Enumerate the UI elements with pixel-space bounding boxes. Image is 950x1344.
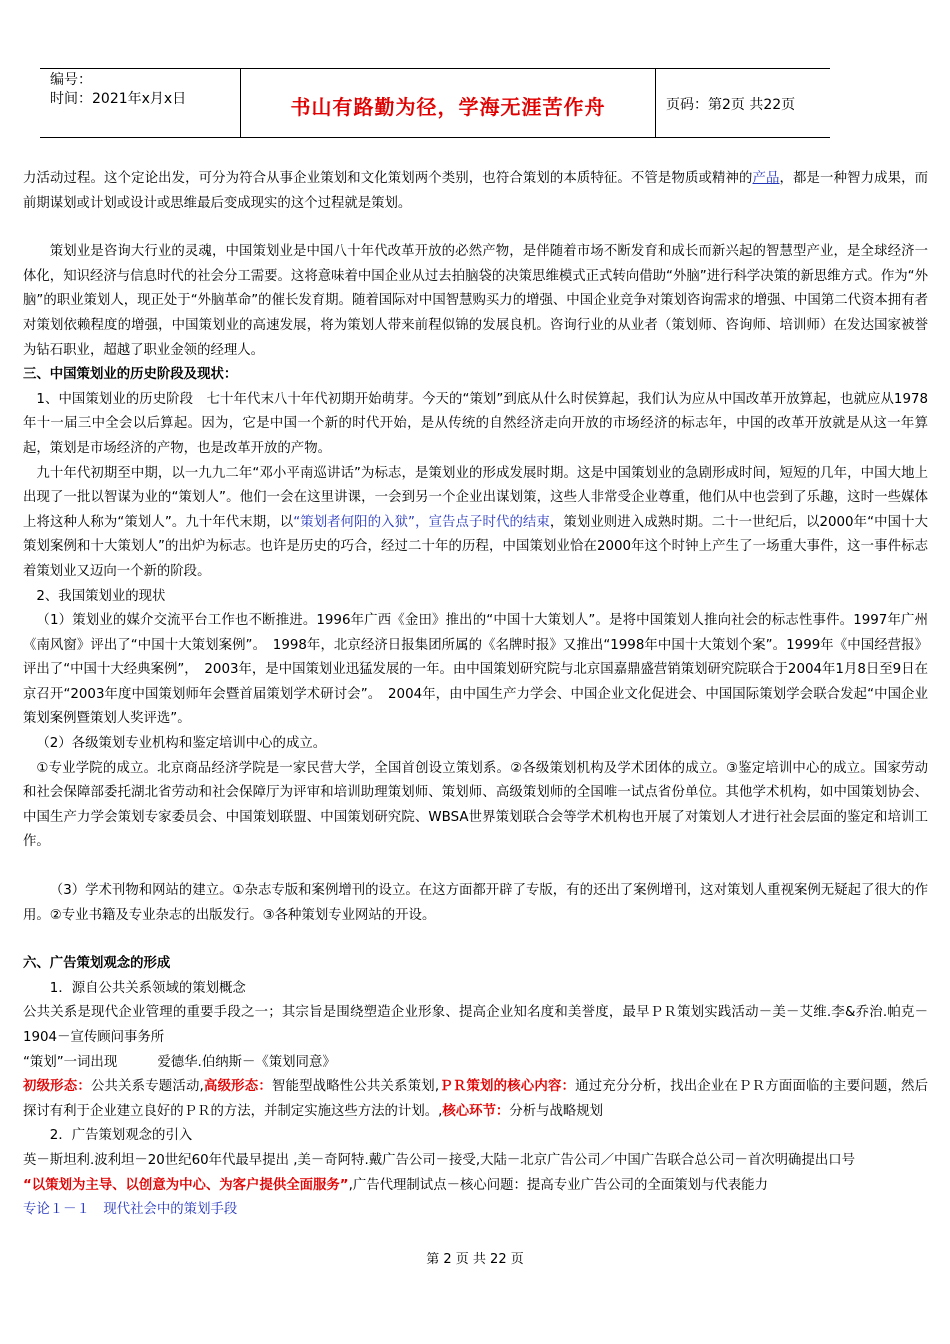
page-footer: 第 2 页 共 22 页 xyxy=(426,1252,524,1267)
section-heading-3: 三、中国策划业的历史阶段及现状： xyxy=(23,367,238,383)
section-heading-6: 六、广告策划观念的形成 xyxy=(23,956,171,972)
paragraph-term-origin: “策划”一词出现 爱德华.伯纳斯－《策划同意》 xyxy=(23,1054,336,1070)
paragraph-media: （1）策划业的媒介交流平台工作也不断推进。1996年广西《金田》推出的“中国十大策划人”。是将中国策划人推向社会的标志性事件。1997年广州《南风窗》评出了“中国十大策划案例”。 1998年，北京经济日报集团所属的《名牌时报》又推出“1998年中国十大策划个案”。1999年《中国经营报》评出了“中国十大经典案例”， 2003年，是中国策划业迅猛发展的一年。由中国策划研究院与北京国嘉鼎盛营销策划研究院联合于2004年1月8日至9日在京召开“2003年度中国策划师年会暨首届策划学术研讨会”。 2004年，由中国生产力学会、中国企业文化促进会、中国国际策划学会联合发起“中国企业策划案例暨策划人奖评选”。 xyxy=(23,613,928,727)
paragraph-institutions-title: （2）各级策划专业机构和鉴定培训中心的成立。 xyxy=(36,736,327,752)
header-page-cell xyxy=(656,69,830,137)
motto-text: 书山有路勤为径，学海无涯苦作舟 xyxy=(290,95,606,119)
subheading-pr-origin: 1．源自公共关系领域的策划概念 xyxy=(49,980,246,996)
paragraph-ad-history: 英－斯坦利.波利坦－20世纪60年代最早提出 ,美－奇阿特.戴广告公司－接受,大陆－北京广告公司／中国广告联合总公司－首次明确提出口号 xyxy=(23,1152,856,1168)
time-label: 时间：2021年x月x日 xyxy=(50,91,187,107)
paragraph-journals: （3）学术刊物和网站的建立。①杂志专版和案例增刊的设立。在这方面都开辟了专版，有的还出了案例增刊，这对策划人重视案例无疑起了很大的作用。②专业书籍及专业杂志的出版发行。③各种策划专业网站的开设。 xyxy=(23,883,928,923)
paragraph-pr-forms: 初级形态：公共关系专题活动,高级形态：智能型战略性公共关系策划,ＰＲ策划的核心内容：通过充分分析，找出企业在ＰＲ方面面临的主要问题，然后探讨有利于企业建立良好的ＰＲ的方法，并制定实施这些方法的计划。,核心环节：分析与战略规划 xyxy=(23,1079,929,1119)
document-body xyxy=(23,167,928,1223)
header-motto-cell xyxy=(240,69,656,137)
paragraph-slogan: “以策划为主导、以创意为中心、为客户提供全面服务”,广告代理制试点－核心问题：提高专业广告公司的全面策划与代表能力 xyxy=(23,1177,768,1193)
paragraph-pr: 公共关系是现代企业管理的重要手段之一；其宗旨是围绕塑造企业形象、提高企业知名度和美誉度，最早ＰＲ策划实践活动－美－艾维.李&乔治.帕克－1904－宣传顾问事务所 xyxy=(23,1005,928,1045)
paragraph-intro: 力活动过程。这个定论出发，可分为符合从事企业策划和文化策划两个类别，也符合策划的本质特征。不管是物质或精神的产品，都是一种智力成果，而前期谋划或计划或设计或思维最后变成现实的这个过程就是策划。 xyxy=(23,171,929,211)
page-header xyxy=(40,68,830,138)
header-meta-cell xyxy=(40,69,240,137)
paragraph-industry: 策划业是咨询大行业的灵魂，中国策划业是中国八十年代改革开放的必然产物，是伴随着市场不断发育和成长而新兴起的智慧型产业，是全球经济一体化，知识经济与信息时代的社会分工需要。这将意味着中国企业从过去拍脑袋的决策思维模式正式转向借助“外脑”进行科学决策的新思维方式。作为“外脑”的职业策划人，现正处于“外脑革命”的催长发育期。随着国际对中国智慧购买力的增强、中国企业竞争对策划咨询需求的增强、中国第二代资本拥有者对策划依赖程度的增强，中国策划业的高速发展，将为策划人带来前程似锦的发展良机。咨询行业的从业者（策划师、咨询师、培训师）在发达国家被誉为钻石职业，超越了职业金领的经理人。 xyxy=(23,244,928,358)
paragraph-history-1: 1、中国策划业的历史阶段 七十年代末八十年代初期开始萌芽。今天的“策划”到底从什么时侯算起，我们认为应从中国改革开放算起，也就应从1978年十一届三中全会以后算起。因为，它是中国一个新的时代开始，是从传统的自然经济走向开放的市场经济的标志年，中国的改革开放就是从这一年算起，策划是市场经济的产物，也是改革开放的产物。 xyxy=(23,391,928,456)
product-link[interactable]: 产品 xyxy=(752,171,780,186)
highlighted-phrase: “策划者何阳的入狱”，宣告点子时代的结束 xyxy=(293,514,550,530)
subheading-ad-planning: 2．广告策划观念的引入 xyxy=(49,1128,193,1144)
subheading-status: 2、我国策划业的现状 xyxy=(36,588,166,604)
topic-title: 专论１－１ 现代社会中的策划手段 xyxy=(23,1202,238,1218)
page-number-label: 页码：第2页 共22页 xyxy=(666,97,796,113)
slogan-text: “以策划为主导、以创意为中心、为客户提供全面服务” xyxy=(23,1177,349,1193)
paragraph-history-2: 九十年代初期至中期，以一九九二年“邓小平南巡讲话”为标志，是策划业的形成发展时期。这是中国策划业的急剧形成时间，短短的几年，中国大地上出现了一批以智谋为业的“策划人”。他们一会在这里讲课，一会到另一个企业出谋划策，这些人非常受企业尊重，他们从中也尝到了乐趣，这时一些媒体上将这种人称为“策划人”。九十年代末期，以“策划者何阳的入狱”，宣告点子时代的结束，策划业则进入成熟时期。二十一世纪后，以2000年“中国十大策划案例和十大策划人”的出炉为标志。也许是历史的巧合，经过二十年的历程，中国策划业恰在2000年这个时钟上产生了一场重大事件，这一事件标志着策划业又迈向一个新的阶段。 xyxy=(23,465,929,579)
serial-number-label: 编号： xyxy=(50,72,92,88)
paragraph-institutions: ①专业学院的成立。北京商品经济学院是一家民营大学，全国首创设立策划系。②各级策划机构及学术团体的成立。③鉴定培训中心的成立。国家劳动和社会保障部委托湖北省劳动和社会保障厅为评审和培训助理策划师、策划师、高级策划师的全国唯一试点省份单位。其他学术机构，如中国策划协会、中国生产力学会策划专家委员会、中国策划联盟、中国策划研究院、WBSA世界策划联合会等学术机构也开展了对策划人才进行社会层面的鉴定和培训工作。 xyxy=(23,760,928,850)
